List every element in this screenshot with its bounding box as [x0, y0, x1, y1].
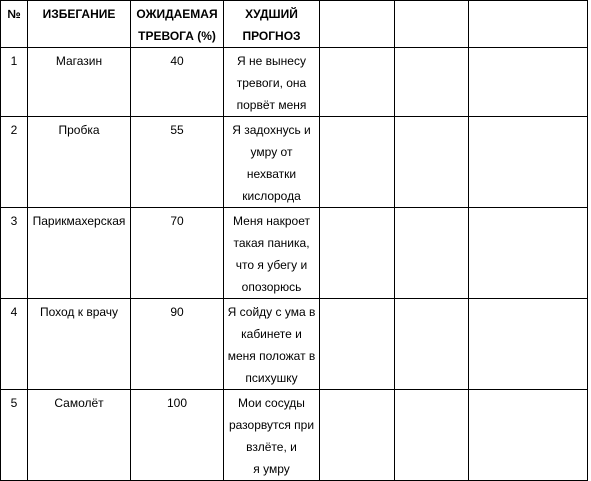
worst-forecast-cell: Я задохнусь и умру от нехватки кислорода [224, 117, 320, 208]
header-expected-anxiety: ОЖИДАЕМАЯ ТРЕВОГА (%) [131, 1, 224, 48]
header-number: № [1, 1, 28, 48]
empty-cell[interactable] [395, 390, 469, 481]
empty-cell[interactable] [395, 117, 469, 208]
anxiety-cell: 100 [131, 390, 224, 481]
table-row [1, 117, 588, 208]
empty-cell[interactable] [469, 48, 588, 117]
empty-cell[interactable] [395, 299, 469, 390]
header-row [1, 1, 588, 48]
empty-cell[interactable] [469, 390, 588, 481]
anxiety-cell: 40 [131, 48, 224, 117]
header-empty-2 [395, 1, 469, 48]
table-row [1, 299, 588, 390]
empty-cell[interactable] [395, 208, 469, 299]
table-row [1, 208, 588, 299]
empty-cell[interactable] [320, 390, 395, 481]
avoidance-cell: Магазин [28, 48, 131, 117]
anxiety-cell: 55 [131, 117, 224, 208]
table-row [1, 48, 588, 117]
header-avoidance: ИЗБЕГАНИЕ [28, 1, 131, 48]
row-number: 1 [1, 48, 28, 117]
row-number: 5 [1, 390, 28, 481]
row-number: 4 [1, 299, 28, 390]
worst-forecast-cell: Я сойду с ума в кабинете и меня положат в психушку [224, 299, 320, 390]
empty-cell[interactable] [320, 208, 395, 299]
worst-forecast-cell: Я не вынесу тревоги, она порвёт меня [224, 48, 320, 117]
avoidance-cell: Самолёт [28, 390, 131, 481]
anxiety-cell: 90 [131, 299, 224, 390]
avoidance-cell: Парикмахерская [28, 208, 131, 299]
empty-cell[interactable] [469, 117, 588, 208]
empty-cell[interactable] [320, 299, 395, 390]
empty-cell[interactable] [320, 48, 395, 117]
empty-cell[interactable] [320, 117, 395, 208]
worst-forecast-cell: Меня накроет такая паника, что я убегу и опозорюсь [224, 208, 320, 299]
empty-cell[interactable] [469, 208, 588, 299]
empty-cell[interactable] [469, 299, 588, 390]
avoidance-cell: Пробка [28, 117, 131, 208]
table-row [1, 390, 588, 481]
header-worst-forecast: ХУДШИЙ ПРОГНОЗ [224, 1, 320, 48]
header-empty-3 [469, 1, 588, 48]
row-number: 2 [1, 117, 28, 208]
worst-forecast-cell: Мои сосуды разорвутся при взлёте, и я умру [224, 390, 320, 481]
row-number: 3 [1, 208, 28, 299]
header-empty-1 [320, 1, 395, 48]
empty-cell[interactable] [395, 48, 469, 117]
avoidance-cell: Поход к врачу [28, 299, 131, 390]
anxiety-cell: 70 [131, 208, 224, 299]
